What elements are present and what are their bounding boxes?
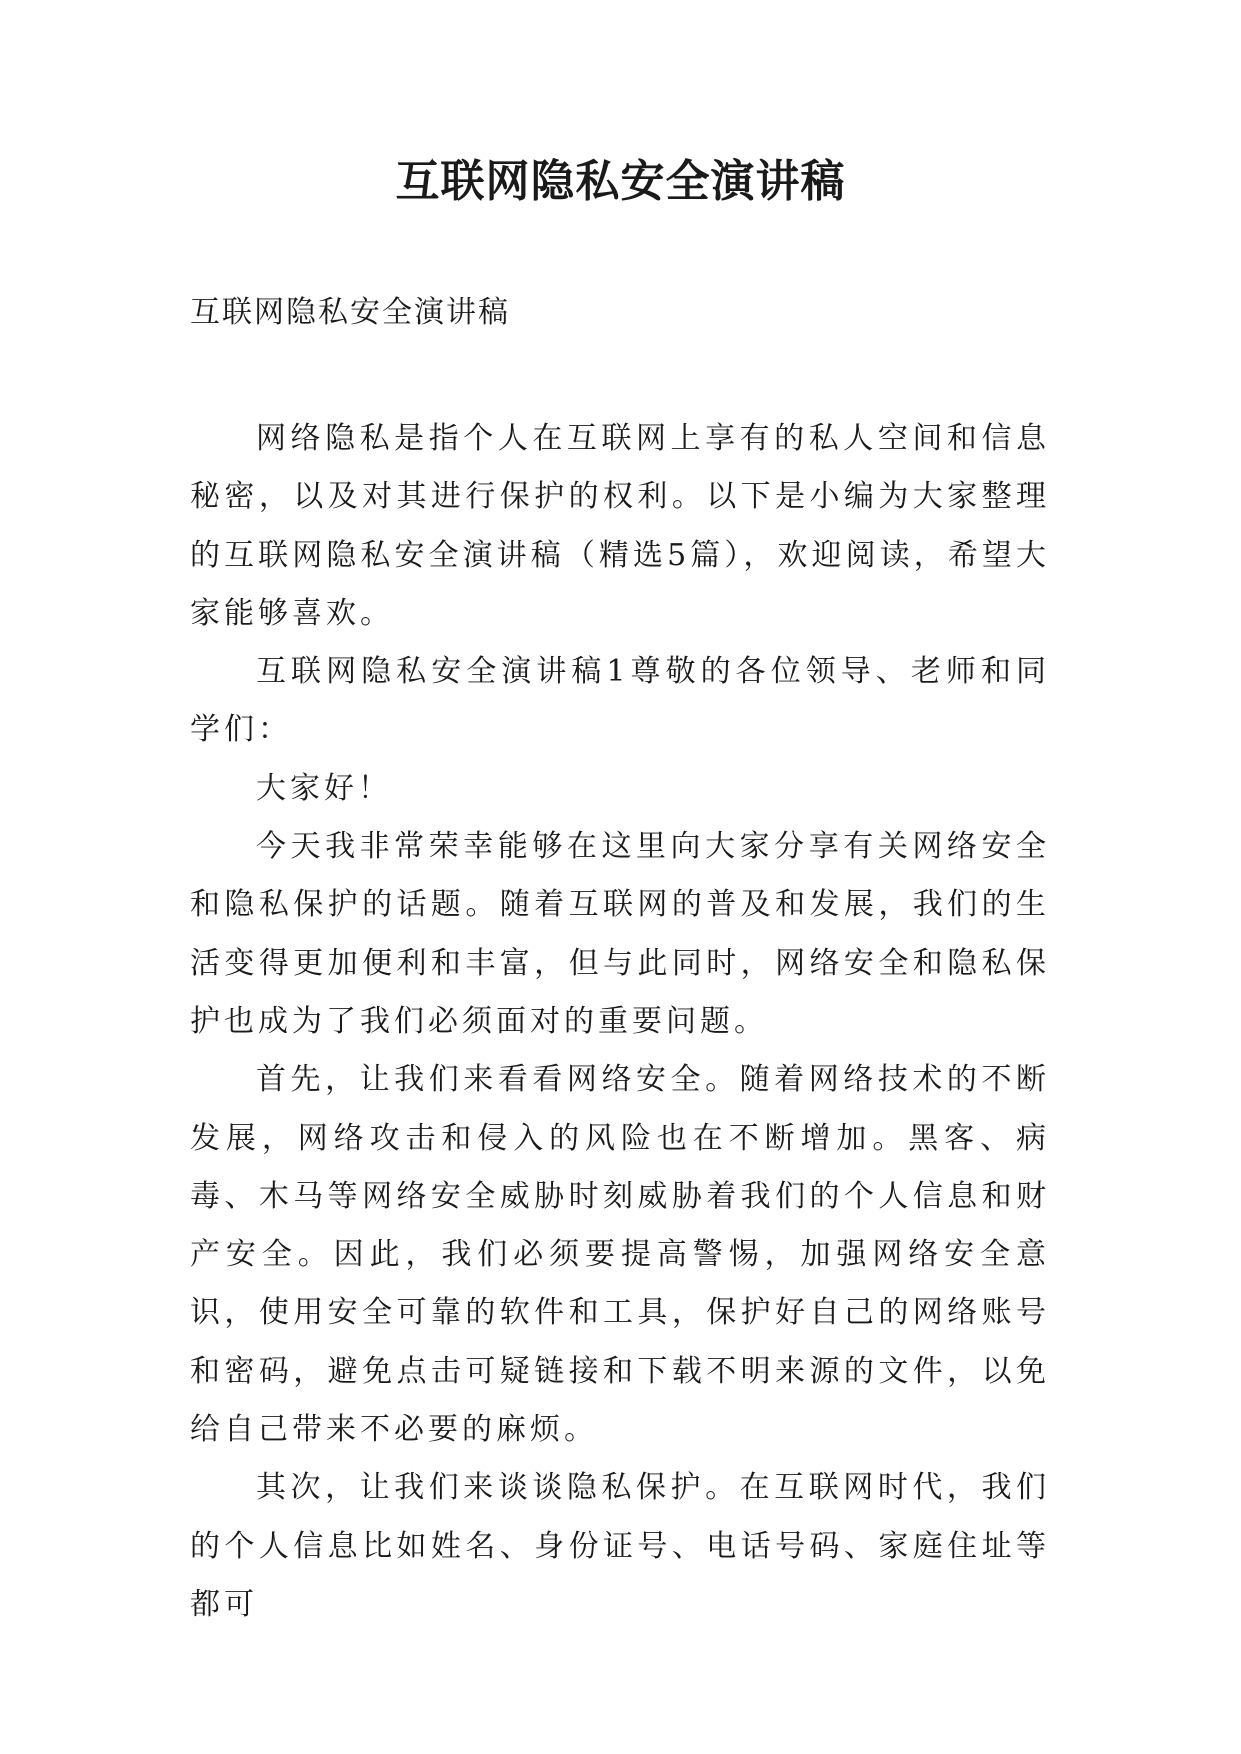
- paragraph: 其次，让我们来谈谈隐私保护。在互联网时代，我们的个人信息比如姓名、身份证号、电话号码、家庭住址等都可: [190, 1470, 1050, 1622]
- paragraph: 首先，让我们来看看网络安全。随着网络技术的不断发展，网络攻击和侵入的风险也在不断增加。黑客、病毒、木马等网络安全威胁时刻威胁着我们的个人信息和财产安全。因此，我们必须要提高警惕，加强网络安全意识，使用安全可靠的软件和工具，保护好自己的网络账号和密码，避免点击可疑链接和下载不明来源的文件，以免给自己带来不必要的麻烦。: [190, 1062, 1050, 1448]
- document-subtitle: 互联网隐私安全演讲稿: [190, 295, 510, 330]
- document-body: [190, 410, 1050, 1634]
- paragraph: 互联网隐私安全演讲稿1尊敬的各位领导、老师和同学们：: [190, 654, 1050, 748]
- paragraph: 今天我非常荣幸能够在这里向大家分享有关网络安全和隐私保护的话题。随着互联网的普及和发展，我们的生活变得更加便利和丰富，但与此同时，网络安全和隐私保护也成为了我们必须面对的重要问题。: [190, 829, 1050, 1039]
- paragraph: 大家好！: [256, 770, 392, 806]
- document-title: 互联网隐私安全演讲稿: [395, 156, 846, 207]
- paragraph: 网络隐私是指个人在互联网上享有的私人空间和信息秘密，以及对其进行保护的权利。以下是小编为大家整理的互联网隐私安全演讲稿（精选5篇），欢迎阅读，希望大家能够喜欢。: [190, 421, 1050, 631]
